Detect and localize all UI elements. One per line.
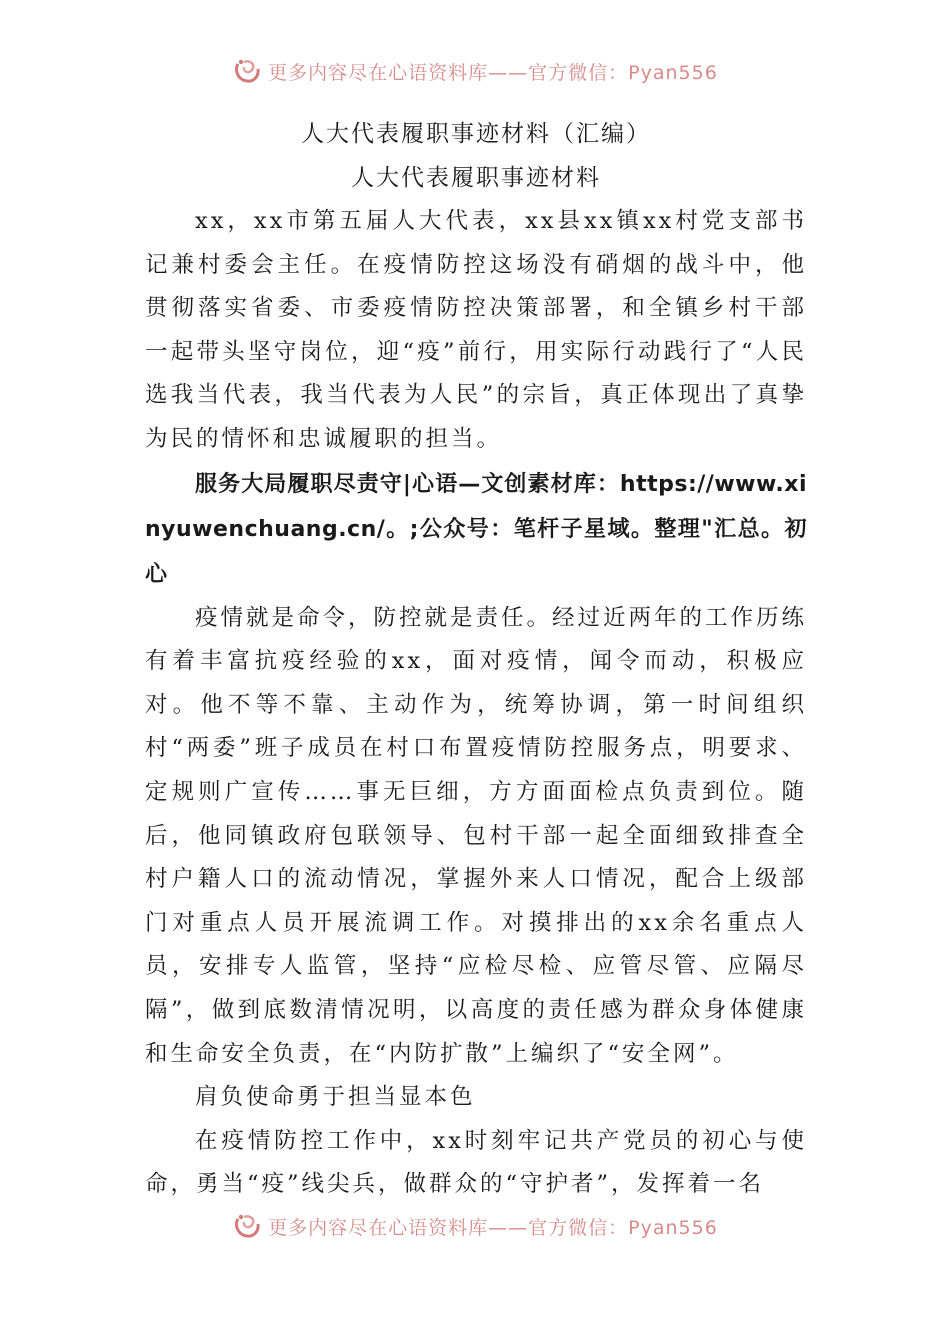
footer-watermark-banner: [0, 1207, 950, 1241]
watermark-text: 更多内容尽在心语资料库——官方微信：Pyan556: [268, 1216, 718, 1239]
paragraph-mission: 在疫情防控工作中，xx时刻牢记共产党员的初心与使命，勇当“疫”线尖兵，做群众的“守护者”，发挥着一名: [145, 1127, 807, 1198]
paragraph-section-heading-bold: 服务大局履职尽责守|心语—文创素材库：https://www.xinyuwenchuang.cn/。;公众号：笔杆子星域。整理"汇总。初心: [145, 471, 807, 587]
paragraph-intro: xx，xx市第五届人大代表，xx县xx镇xx村党支部书记兼村委会主任。在疫情防控这场没有硝烟的战斗中，他贯彻落实省委、市委疫情防控决策部署，和全镇乡村干部一起带头坚守岗位，迎“疫”前行，用实际行动践行了“人民选我当代表，我当代表为人民”的宗旨，真正体现出了真挚为民的情怀和忠诚履职的担当。: [145, 208, 807, 452]
section-heading-mission: 肩负使命勇于担当显本色: [195, 1084, 476, 1111]
watermark-logo-icon: [232, 1211, 262, 1241]
paragraph-epidemic-command: 疫情就是命令，防控就是责任。经过近两年的工作历练有着丰富抗疫经验的xx，面对疫情，闻令而动，积极应对。他不等不靠、主动作为，统筹协调，第一时间组织村“两委”班子成员在村口布置疫情防控服务点，明要求、定规则广宣传……事无巨细，方方面面检点负责到位。随后，他同镇政府包联领导、包村干部一起全面细致排查全村户籍人口的流动情况，掌握外来人口情况，配合上级部门对重点人员开展流调工作。对摸排出的xx余名重点人员，安排专人监管，坚持“应检尽检、应管尽管、应隔尽隔”，做到底数清情况明，以高度的责任感为群众身体健康和生命安全负责，在“内防扩散”上编织了“安全网”。: [145, 604, 808, 1067]
watermark-text: 更多内容尽在心语资料库——官方微信：Pyan556: [268, 61, 718, 84]
document-subtitle: 人大代表履职事迹材料: [351, 165, 601, 191]
document-title: 人大代表履职事迹材料（汇编）: [301, 121, 651, 147]
header-watermark-banner: [0, 52, 950, 86]
watermark-logo-icon: [232, 56, 262, 86]
document-body: [145, 112, 807, 1207]
